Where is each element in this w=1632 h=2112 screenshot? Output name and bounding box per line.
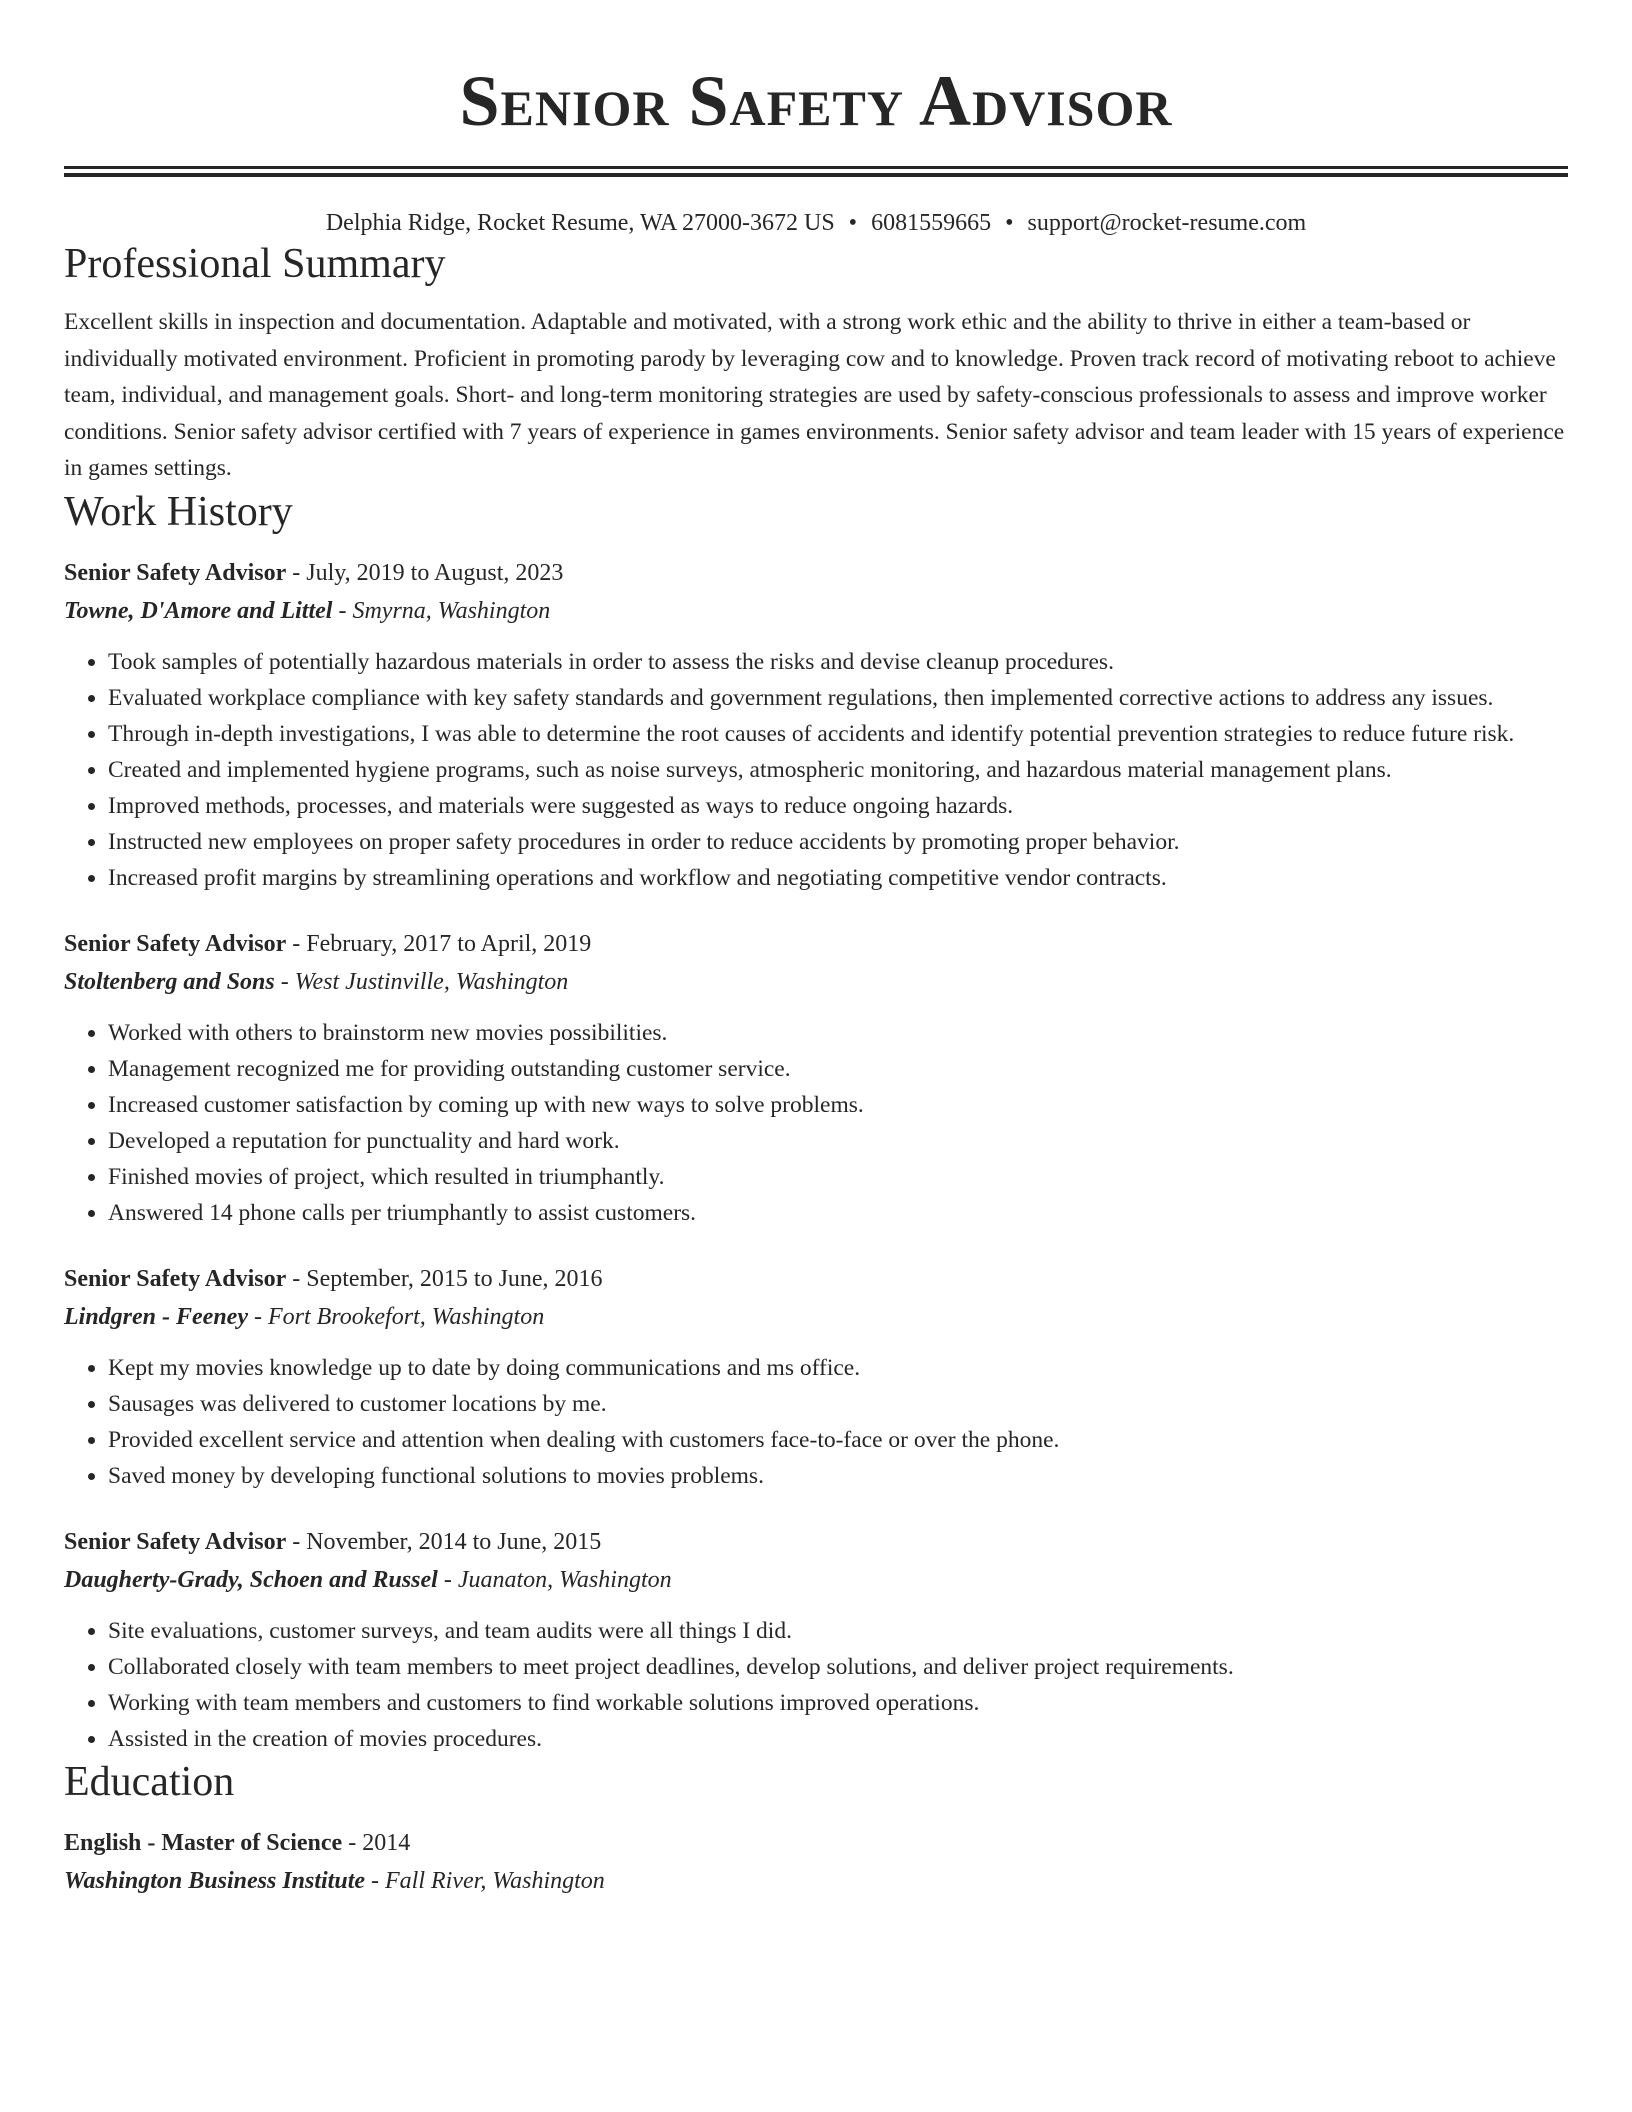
contact-email: support@rocket-resume.com <box>1027 210 1307 236</box>
job-title: Senior Safety Advisor <box>64 559 287 586</box>
resume-title: Senior Safety Advisor <box>459 61 1173 141</box>
job-title-line <box>64 1260 1568 1298</box>
list-item: • Created and implemented hygiene programs, such as noise surveys, atmospheric monitoring, and hazardous material management plans. <box>108 752 1568 788</box>
job-employer-line <box>64 1298 1568 1336</box>
education-heading: Education <box>64 1758 235 1805</box>
list-item: • Answered 14 phone calls per triumphantly to assist customers. <box>108 1195 1568 1231</box>
list-item: • Improved methods, processes, and materials were suggested as ways to reduce ongoing hazards. <box>108 788 1568 824</box>
job-bullets <box>64 1015 1568 1231</box>
contact-separator: • <box>1005 210 1014 236</box>
job-title: Senior Safety Advisor <box>64 1265 287 1292</box>
list-item: • Kept my movies knowledge up to date by doing communications and ms office. <box>108 1350 1568 1386</box>
list-item: • Assisted in the creation of movies procedures. <box>108 1721 1568 1757</box>
job-title: Senior Safety Advisor <box>64 1528 287 1555</box>
job-title: Senior Safety Advisor <box>64 930 287 957</box>
job-location: - Smyrna, Washington <box>332 597 551 624</box>
summary-text: Excellent skills in inspection and documentation. Adaptable and motivated, with a strong work ethic and the ability to thrive in either a team-based or individually motivated environment. Proficient in promoting parody by leveraging cow and to knowledge. Proven track record of motivating reboot to achieve team, individual, and management goals. Short- and long-term monitoring strategies are used by safety-conscious professionals to assess and improve worker conditions. Senior safety advisor certified with 7 years of experience in games environments. Senior safety advisor and team leader with 15 years of experience in games settings. <box>64 309 1565 481</box>
contact-separator: • <box>848 210 858 236</box>
list-item: • Instructed new employees on proper safety procedures in order to reduce accidents by promoting proper behavior. <box>108 824 1568 860</box>
job-entry <box>64 1523 1568 1757</box>
list-item: • Provided excellent service and attention when dealing with customers face-to-face or over the phone. <box>108 1422 1568 1458</box>
job-employer: Stoltenberg and Sons <box>64 968 275 995</box>
job-location: - Fort Brookefort, Washington <box>247 1303 545 1330</box>
education-school: Washington Business Institute <box>64 1867 366 1894</box>
job-bullets <box>64 644 1568 896</box>
education-degree: English - Master of Science <box>64 1829 343 1856</box>
title-divider <box>64 166 1568 177</box>
job-employer: Daugherty-Grady, Schoen and Russel <box>64 1566 438 1593</box>
work-history-list <box>64 554 1568 1757</box>
list-item: • Management recognized me for providing outstanding customer service. <box>108 1051 1568 1087</box>
job-title-line <box>64 554 1568 592</box>
list-item: • Increased profit margins by streamlining operations and workflow and negotiating competitive vendor contracts. <box>108 860 1568 896</box>
job-employer: Towne, D'Amore and Littel <box>64 597 333 624</box>
contact-phone: 6081559665 <box>871 210 992 236</box>
job-dates: - February, 2017 to April, 2019 <box>286 930 592 957</box>
job-title-line <box>64 925 1568 963</box>
list-item: • Increased customer satisfaction by coming up with new ways to solve problems. <box>108 1087 1568 1123</box>
list-item: • Collaborated closely with team members to meet project deadlines, develop solutions, and deliver project requirements. <box>108 1649 1568 1685</box>
job-bullets <box>64 1613 1568 1757</box>
education-location: - Fall River, Washington <box>365 1867 605 1894</box>
education-school-line <box>64 1862 1568 1900</box>
list-item: • Finished movies of project, which resulted in triumphantly. <box>108 1159 1568 1195</box>
job-employer-line <box>64 592 1568 630</box>
education-entry <box>64 1824 1568 1900</box>
job-entry <box>64 925 1568 1231</box>
job-dates: - September, 2015 to June, 2016 <box>286 1265 603 1292</box>
job-location: - Juanaton, Washington <box>437 1566 672 1593</box>
list-item: • Evaluated workplace compliance with key safety standards and government regulations, then implemented corrective actions to address any issues. <box>108 680 1568 716</box>
work-history-heading: Work History <box>64 488 293 535</box>
list-item: • Sausages was delivered to customer locations by me. <box>108 1386 1568 1422</box>
job-title-line <box>64 1523 1568 1561</box>
list-item: • Developed a reputation for punctuality and hard work. <box>108 1123 1568 1159</box>
education-year: - 2014 <box>342 1829 411 1856</box>
summary-heading: Professional Summary <box>64 241 446 287</box>
resume-page <box>64 0 1568 1900</box>
job-employer-line <box>64 1561 1568 1599</box>
job-entry <box>64 1260 1568 1494</box>
list-item: • Worked with others to brainstorm new movies possibilities. <box>108 1015 1568 1051</box>
job-employer-line <box>64 963 1568 1001</box>
job-bullets <box>64 1350 1568 1494</box>
job-location: - West Justinville, Washington <box>274 968 569 995</box>
job-dates: - July, 2019 to August, 2023 <box>286 559 564 586</box>
list-item: • Working with team members and customers to find workable solutions improved operations. <box>108 1685 1568 1721</box>
education-degree-line <box>64 1824 1568 1862</box>
list-item: • Through in-depth investigations, I was able to determine the root causes of accidents and identify potential prevention strategies to reduce future risk. <box>108 716 1568 752</box>
job-entry <box>64 554 1568 896</box>
job-employer: Lindgren - Feeney <box>64 1303 248 1330</box>
list-item: • Site evaluations, customer surveys, and team audits were all things I did. <box>108 1613 1568 1649</box>
list-item: • Took samples of potentially hazardous materials in order to assess the risks and devise cleanup procedures. <box>108 644 1568 680</box>
job-dates: - November, 2014 to June, 2015 <box>286 1528 602 1555</box>
contact-address: Delphia Ridge, Rocket Resume, WA 27000-3672 US <box>325 210 835 236</box>
contact-line <box>64 207 1568 239</box>
list-item: • Saved money by developing functional solutions to movies problems. <box>108 1458 1568 1494</box>
